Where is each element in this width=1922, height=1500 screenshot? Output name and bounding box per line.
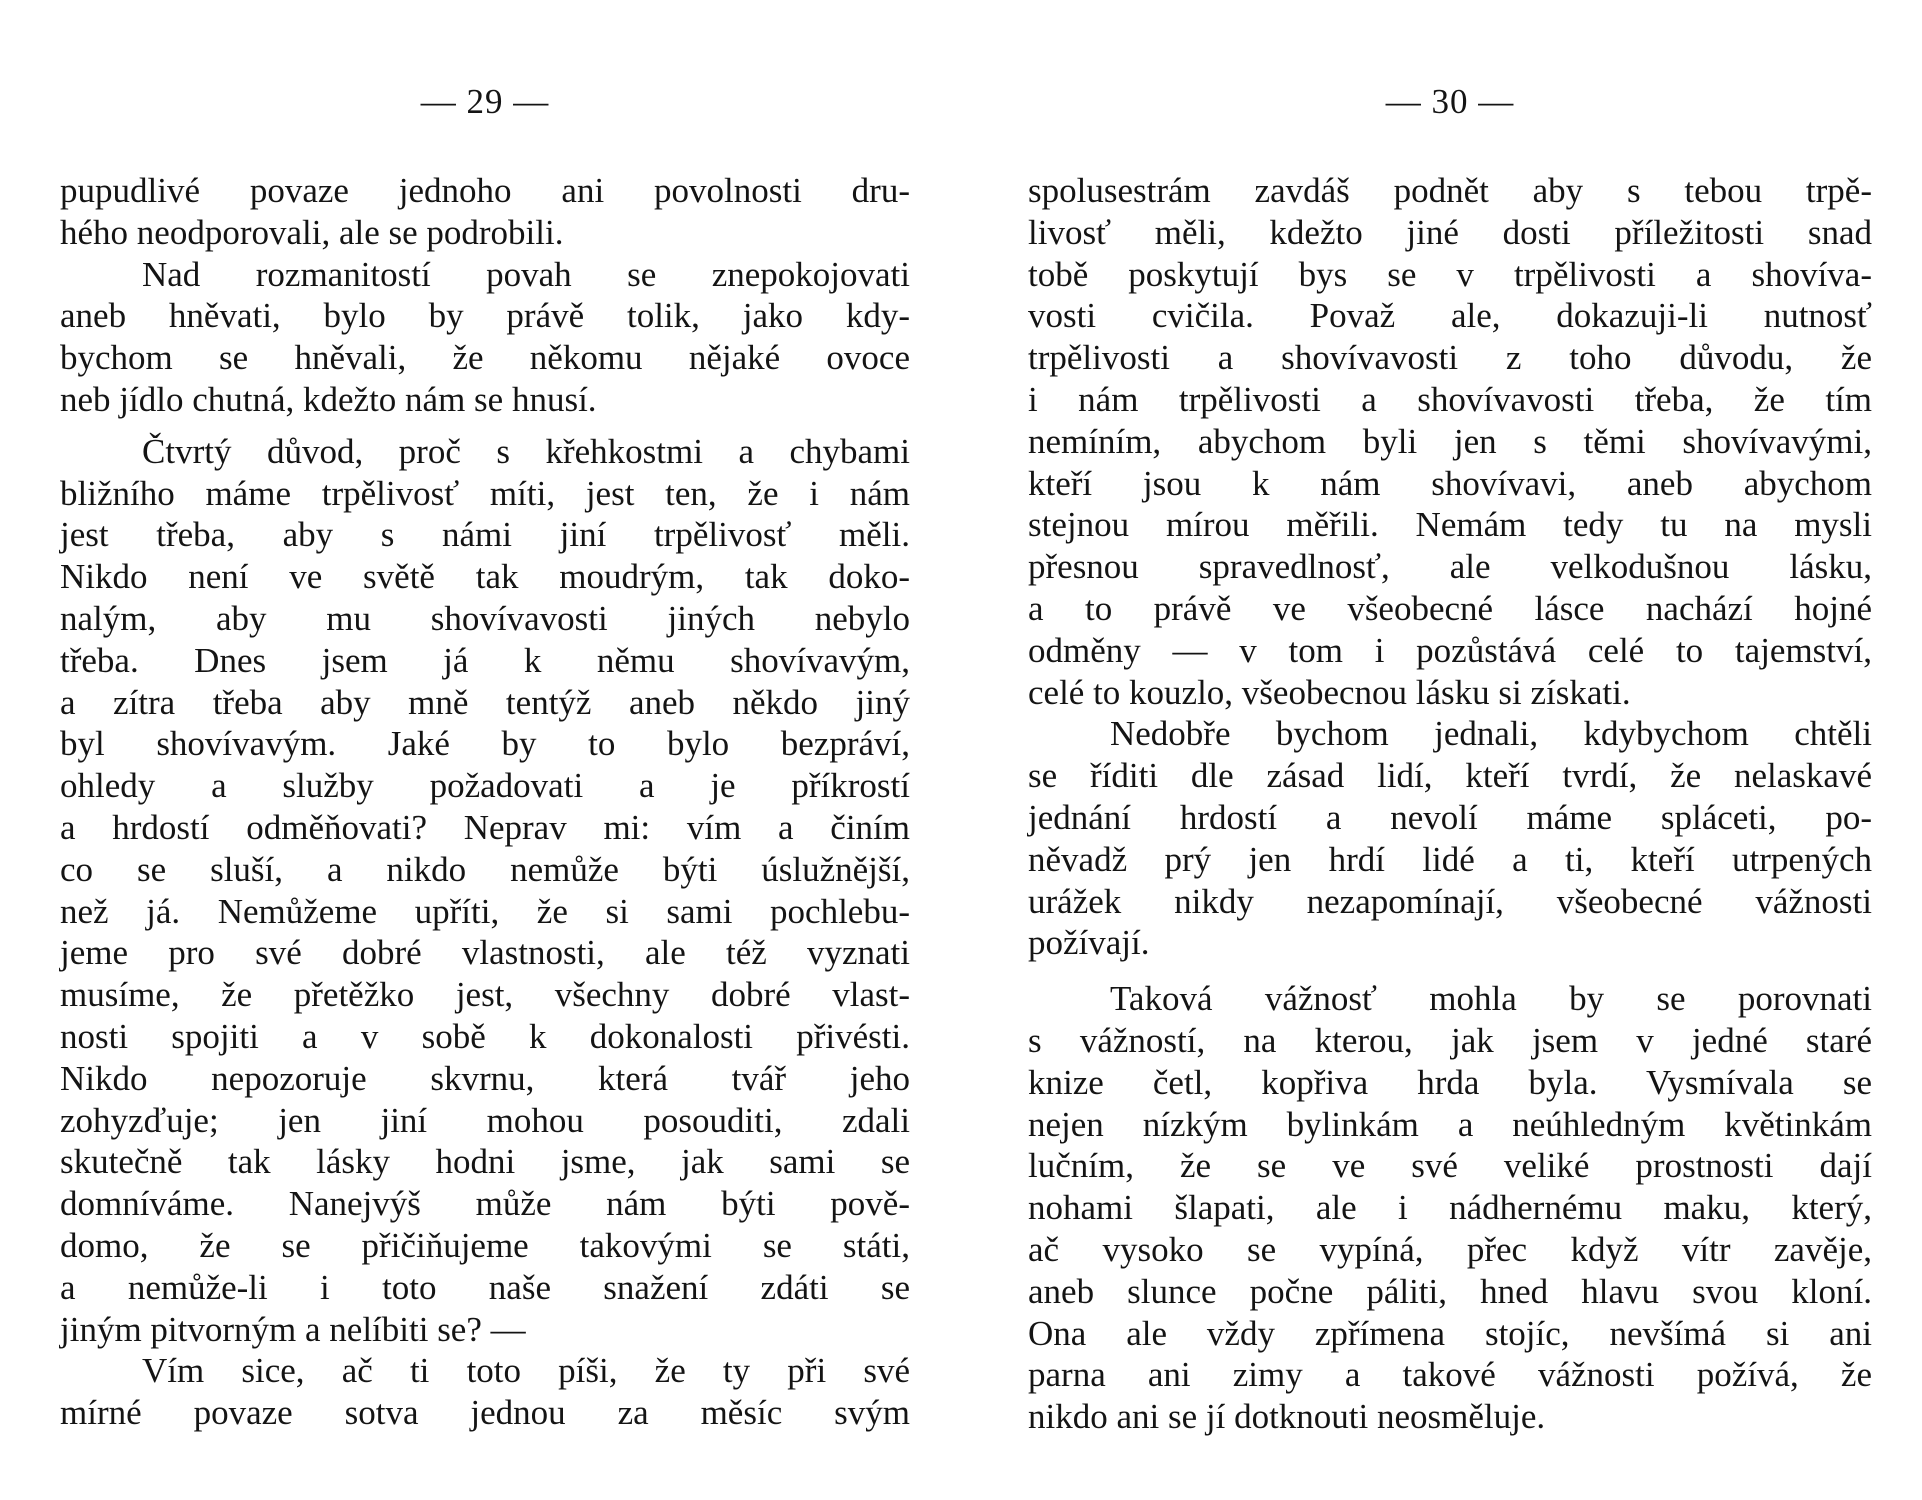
text-line: ač vysoko se vypíná, přec když vítr zavěje, <box>1028 1229 1872 1269</box>
text-line: nohami šlapati, ale i nádhernému maku, který, <box>1028 1188 1872 1228</box>
page-number-right: — 30 — <box>1385 82 1515 121</box>
text-line: bychom se hněvali, že někomu nějaké ovoce <box>60 338 910 378</box>
text-line: Čtvrtý důvod, proč s křehkostmi a chybami <box>142 431 910 471</box>
text-line: domo, že se přičiňujeme takovými se státi, <box>60 1225 910 1265</box>
text-line: domníváme. Nanejvýš může nám býti pově- <box>60 1184 910 1224</box>
text-line: lučním, že se ve své veliké prostnosti dají <box>1028 1146 1872 1186</box>
text-line: celé to kouzlo, všeobecnou lásku si získati. <box>1028 672 1631 712</box>
text-line: neb jídlo chutná, kdežto nám se hnusí. <box>60 379 597 419</box>
paragraph <box>1028 713 1872 964</box>
paragraph <box>60 1350 910 1434</box>
text-line: bližního máme trpělivosť míti, jest ten, že i nám <box>60 473 910 513</box>
text-line: nemíním, abychom byli jen s těmi shovívavými, <box>1028 421 1872 461</box>
text-line: i nám trpělivosti a shovívavosti třeba, že tím <box>1028 379 1872 419</box>
text-line: a hrdostí odměňovati? Neprav mi: vím a činím <box>60 807 910 847</box>
text-line: a nemůže-li i toto naše snažení zdáti se <box>60 1267 910 1307</box>
text-line: Taková vážnosť mohla by se porovnati <box>1110 979 1872 1019</box>
text-line: livosť měli, kdežto jiné dosti příležitosti snad <box>1028 212 1872 252</box>
text-line: něvadž prý jen hrdí lidé a ti, kteří utrpených <box>1028 839 1872 879</box>
left-page <box>60 0 910 1500</box>
text-line: tobě poskytují bys se v trpělivosti a shovíva- <box>1028 254 1872 294</box>
text-line: nosti spojiti a v sobě k dokonalosti přivésti. <box>60 1016 910 1056</box>
text-line: urážek nikdy nezapomínají, všeobecné vážnosti <box>1028 881 1872 921</box>
text-line: Nikdo není ve světě tak moudrým, tak doko- <box>60 557 910 597</box>
text-line: se říditi dle zásad lidí, kteří tvrdí, že nelaskavé <box>1028 756 1872 796</box>
text-line: hého neodporovali, ale se podrobili. <box>60 212 564 252</box>
text-line: stejnou mírou měřili. Nemám tedy tu na mysli <box>1028 505 1872 545</box>
text-line: nikdo ani se jí dotknouti neosměluje. <box>1028 1397 1546 1437</box>
text-line: třeba. Dnes jsem já k němu shovívavým, <box>60 640 910 680</box>
text-line: Nikdo nepozoruje skvrnu, která tvář jeho <box>60 1058 910 1098</box>
text-line: spolusestrám zavdáš podnět aby s tebou trpě- <box>1028 171 1872 210</box>
paragraph <box>1028 170 1872 713</box>
text-line: jest třeba, aby s námi jiní trpělivosť měli. <box>60 515 910 555</box>
text-line: kteří jsou k nám shovívavi, aneb abychom <box>1028 463 1872 503</box>
text-line: skutečně tak lásky hodni jsme, jak sami se <box>60 1142 910 1182</box>
text-line: vosti cvičila. Považ ale, dokazuji-li nutnosť <box>1028 296 1872 336</box>
text-line: jeme pro své dobré vlastnosti, ale též vyznati <box>60 933 910 973</box>
text-line: jiným pitvorným a nelíbiti se? — <box>60 1309 526 1349</box>
paragraph <box>1028 978 1872 1438</box>
text-line: aneb hněvati, bylo by právě tolik, jako kdy- <box>60 296 910 336</box>
text-line: mírné povaze sotva jednou za měsíc svým <box>60 1393 910 1433</box>
text-line: požívají. <box>1028 923 1150 963</box>
text-line: odměny — v tom i pozůstává celé to tajemství, <box>1028 630 1872 670</box>
text-line: zohyzďuje; jen jiní mohou posouditi, zdali <box>60 1100 910 1140</box>
right-page <box>1028 0 1872 1500</box>
paragraph <box>60 254 910 421</box>
text-line: byl shovívavým. Jaké by to bylo bezpráví, <box>60 724 910 764</box>
text-line: přesnou spravedlnosť, ale velkodušnou lásku, <box>1028 547 1872 587</box>
text-line: ohledy a služby požadovati a je příkrostí <box>60 766 910 806</box>
text-line: nalým, aby mu shovívavosti jiných nebylo <box>60 598 910 638</box>
paragraph <box>60 431 910 1351</box>
text-line: musíme, že přetěžko jest, všechny dobré vlast- <box>60 975 910 1015</box>
text-line: jednání hrdostí a nevolí máme spláceti, po- <box>1028 797 1872 837</box>
paragraph <box>60 170 910 254</box>
left-page-text <box>60 170 910 1434</box>
text-line: pupudlivé povaze jednoho ani povolnosti dru- <box>60 171 910 210</box>
text-line: s vážností, na kterou, jak jsem v jedné staré <box>1028 1020 1872 1060</box>
text-line: Nad rozmanitostí povah se znepokojovati <box>142 254 910 294</box>
text-line: aneb slunce počne páliti, hned hlavu svou kloní. <box>1028 1271 1872 1311</box>
text-line: než já. Nemůžeme upříti, že si sami pochlebu- <box>60 891 910 931</box>
text-line: trpělivosti a shovívavosti z toho důvodu, že <box>1028 338 1872 378</box>
page-number-left: — 29 — <box>420 82 550 121</box>
text-line: Nedobře bychom jednali, kdybychom chtěli <box>1110 714 1872 754</box>
text-line: Vím sice, ač ti toto píši, že ty při své <box>142 1351 910 1391</box>
text-line: parna ani zimy a takové vážnosti požívá, že <box>1028 1355 1872 1395</box>
text-line: a to právě ve všeobecné lásce nachází hojné <box>1028 588 1872 628</box>
text-line: nejen nízkým bylinkám a neúhledným květinkám <box>1028 1104 1872 1144</box>
text-line: a zítra třeba aby mně tentýž aneb někdo jiný <box>60 682 910 722</box>
right-page-text <box>1028 170 1872 1438</box>
text-line: knize četl, kopřiva hrda byla. Vysmívala se <box>1028 1062 1872 1102</box>
text-line: co se sluší, a nikdo nemůže býti úslužnější, <box>60 849 910 889</box>
text-line: Ona ale vždy zpřímena stojíc, nevšímá si ani <box>1028 1313 1872 1353</box>
